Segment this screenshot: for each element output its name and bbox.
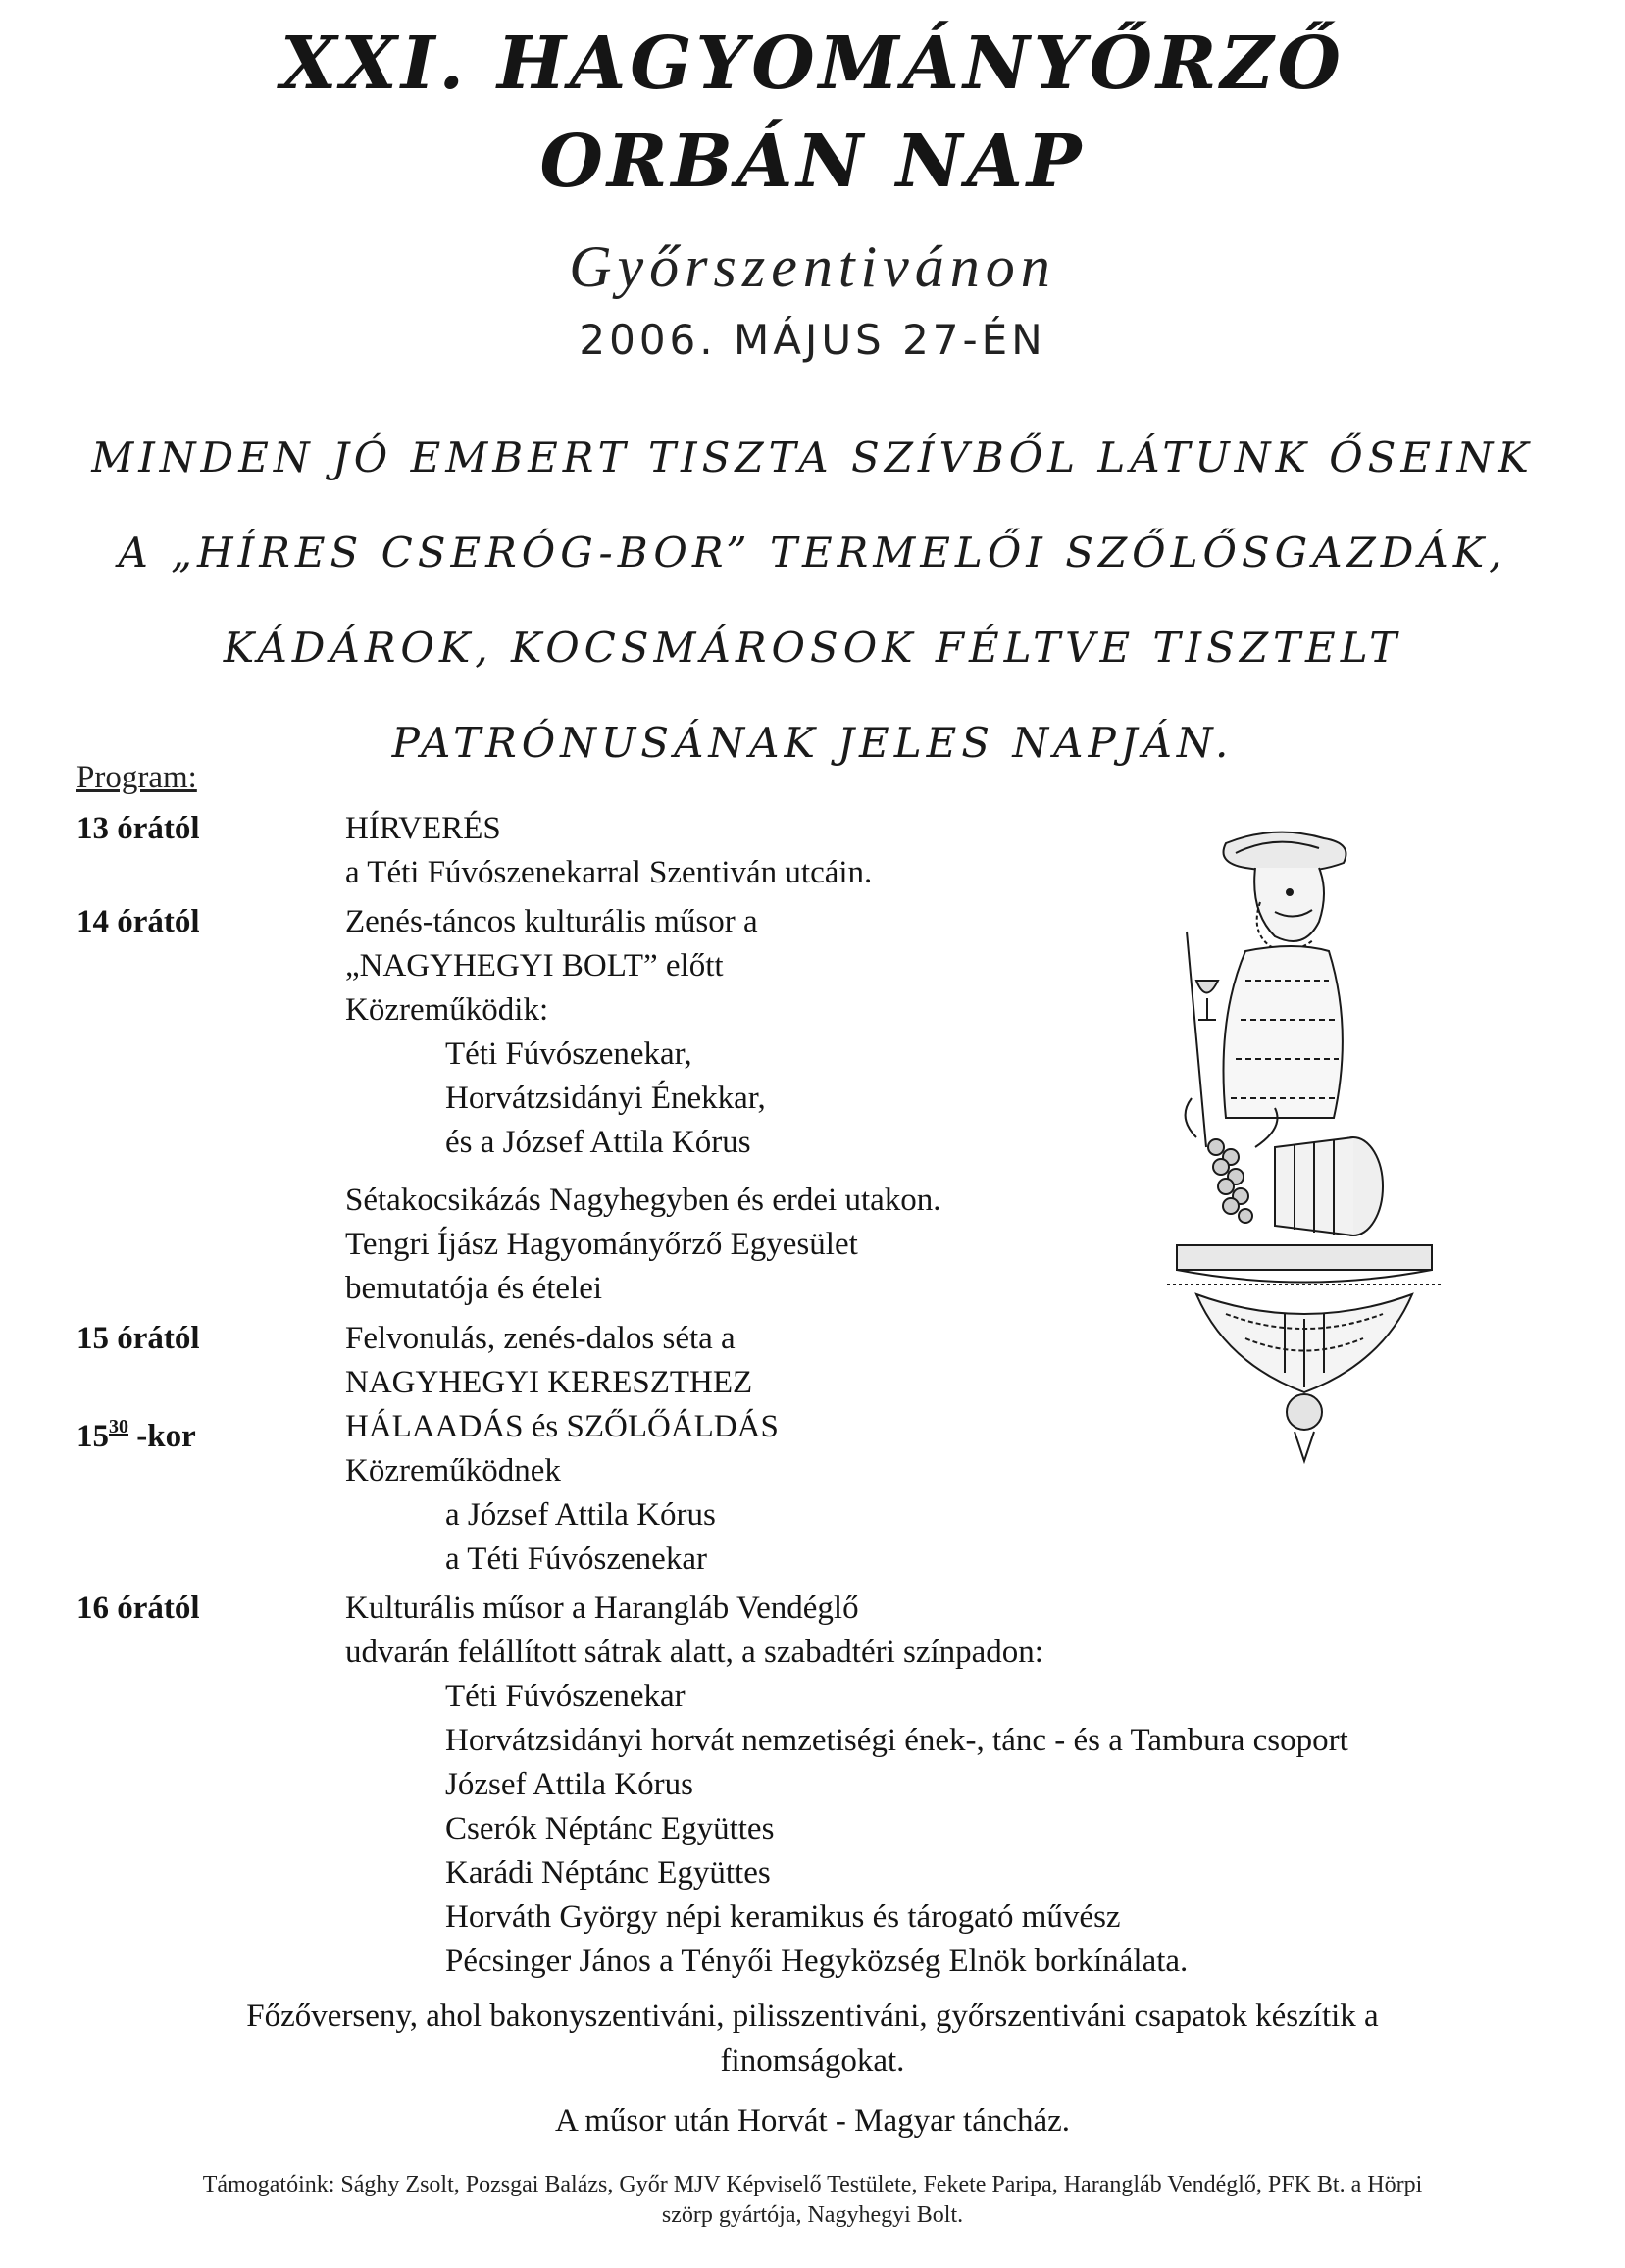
program-line: HÍRVERÉS (345, 811, 501, 846)
cooking-contest-note (108, 1993, 1517, 2084)
performer: Horváth György népi keramikus és tárogató művész (445, 1899, 1121, 1935)
performer: Pécsinger János a Tényői Hegyközség Elnök borkínálata. (445, 1943, 1189, 1979)
closing-line: finomságokat. (720, 2043, 905, 2079)
dedication (69, 410, 1556, 790)
program-time: 15 órától (76, 1321, 200, 1356)
program-line: Kulturális műsor a Harangláb Vendéglő (345, 1590, 859, 1626)
performer: Karádi Néptánc Együttes (445, 1855, 771, 1890)
program-time: 16 órától (76, 1590, 200, 1626)
dedication-line: MINDEN JÓ EMBERT TISZTA SZÍVBŐL LÁTUNK ŐSEINK (91, 433, 1534, 481)
program-line: Felvonulás, zenés-dalos séta a (345, 1321, 736, 1356)
performer: Cserók Néptánc Együttes (445, 1811, 775, 1846)
program-line: HÁLAADÁS és SZŐLŐÁLDÁS (345, 1409, 779, 1444)
sponsors (98, 2170, 1527, 2231)
performer: Horvátzsidányi horvát nemzetiségi ének-, tánc - és a Tambura csoport (445, 1723, 1348, 1758)
dedication-line: A „HÍRES CSERÓG-BOR” TERMELŐI SZŐLŐSGAZDÁK, (118, 529, 1507, 577)
program-desc (345, 1587, 1561, 1984)
location: Győrszentivánon (569, 234, 1056, 299)
performer: a Téti Fúvószenekar (445, 1541, 707, 1577)
program-line: Tengri Íjász Hagyományőrző Egyesület (345, 1227, 858, 1262)
closing-line: Főzőverseny, ahol bakonyszentiváni, pilisszentiváni, győrszentiváni csapatok készítik a (246, 1998, 1379, 2034)
performer: Téti Fúvószenekar, (445, 1036, 692, 1072)
program-line: Zenés-táncos kulturális műsor a (345, 904, 758, 939)
performer: Horvátzsidányi Énekkar, (445, 1081, 766, 1116)
sponsors-line: szörp gyártója, Nagyhegyi Bolt. (661, 2202, 964, 2228)
sponsors-line: Támogatóink: Sághy Zsolt, Pozsgai Balázs, Győr MJV Képviselő Testülete, Fekete Paripa, Harangláb Vendéglő, PFK Bt. a Hörpi (202, 2172, 1423, 2197)
dedication-line: KÁDÁROK, KOCSMÁROSOK FÉLTVE TISZTELT (223, 624, 1402, 672)
program-time: $15^{30}$ -kor (76, 1416, 196, 1454)
title-line-2: ORBÁN NAP (539, 120, 1086, 204)
winemaker-illustration-icon (1157, 824, 1451, 1471)
performer: és a József Attila Kórus (445, 1125, 751, 1160)
program-line: Sétakocsikázás Nagyhegyben és erdei utakon. (345, 1183, 941, 1218)
dance-house-note: A műsor után Horvát - Magyar táncház. (554, 2103, 1071, 2139)
program-line: Közreműködik: (345, 992, 549, 1028)
title-line-1: XXI. HAGYOMÁNYŐRZŐ (279, 22, 1346, 106)
program-line: udvarán felállított sátrak alatt, a szabadtéri színpadon: (345, 1635, 1043, 1670)
program-time: 13 órától (76, 811, 200, 846)
performer: a József Attila Kórus (445, 1497, 716, 1533)
program-line: bemutatója és ételei (345, 1271, 603, 1306)
dedication-line: PATRÓNUSÁNAK JELES NAPJÁN. (391, 719, 1234, 767)
performer: József Attila Kórus (445, 1767, 693, 1802)
program-line: „NAGYHEGYI BOLT” előtt (345, 948, 724, 983)
event-date: 2006. MÁJUS 27-ÉN (579, 316, 1046, 364)
program-line: NAGYHEGYI KERESZTHEZ (345, 1365, 753, 1400)
program-line: a Téti Fúvószenekarral Szentiván utcáin. (345, 855, 873, 890)
performer: Téti Fúvószenekar (445, 1679, 686, 1714)
program-time: 14 órától (76, 904, 200, 939)
program-line: Közreműködnek (345, 1453, 561, 1488)
program-heading: Program: (76, 760, 197, 795)
